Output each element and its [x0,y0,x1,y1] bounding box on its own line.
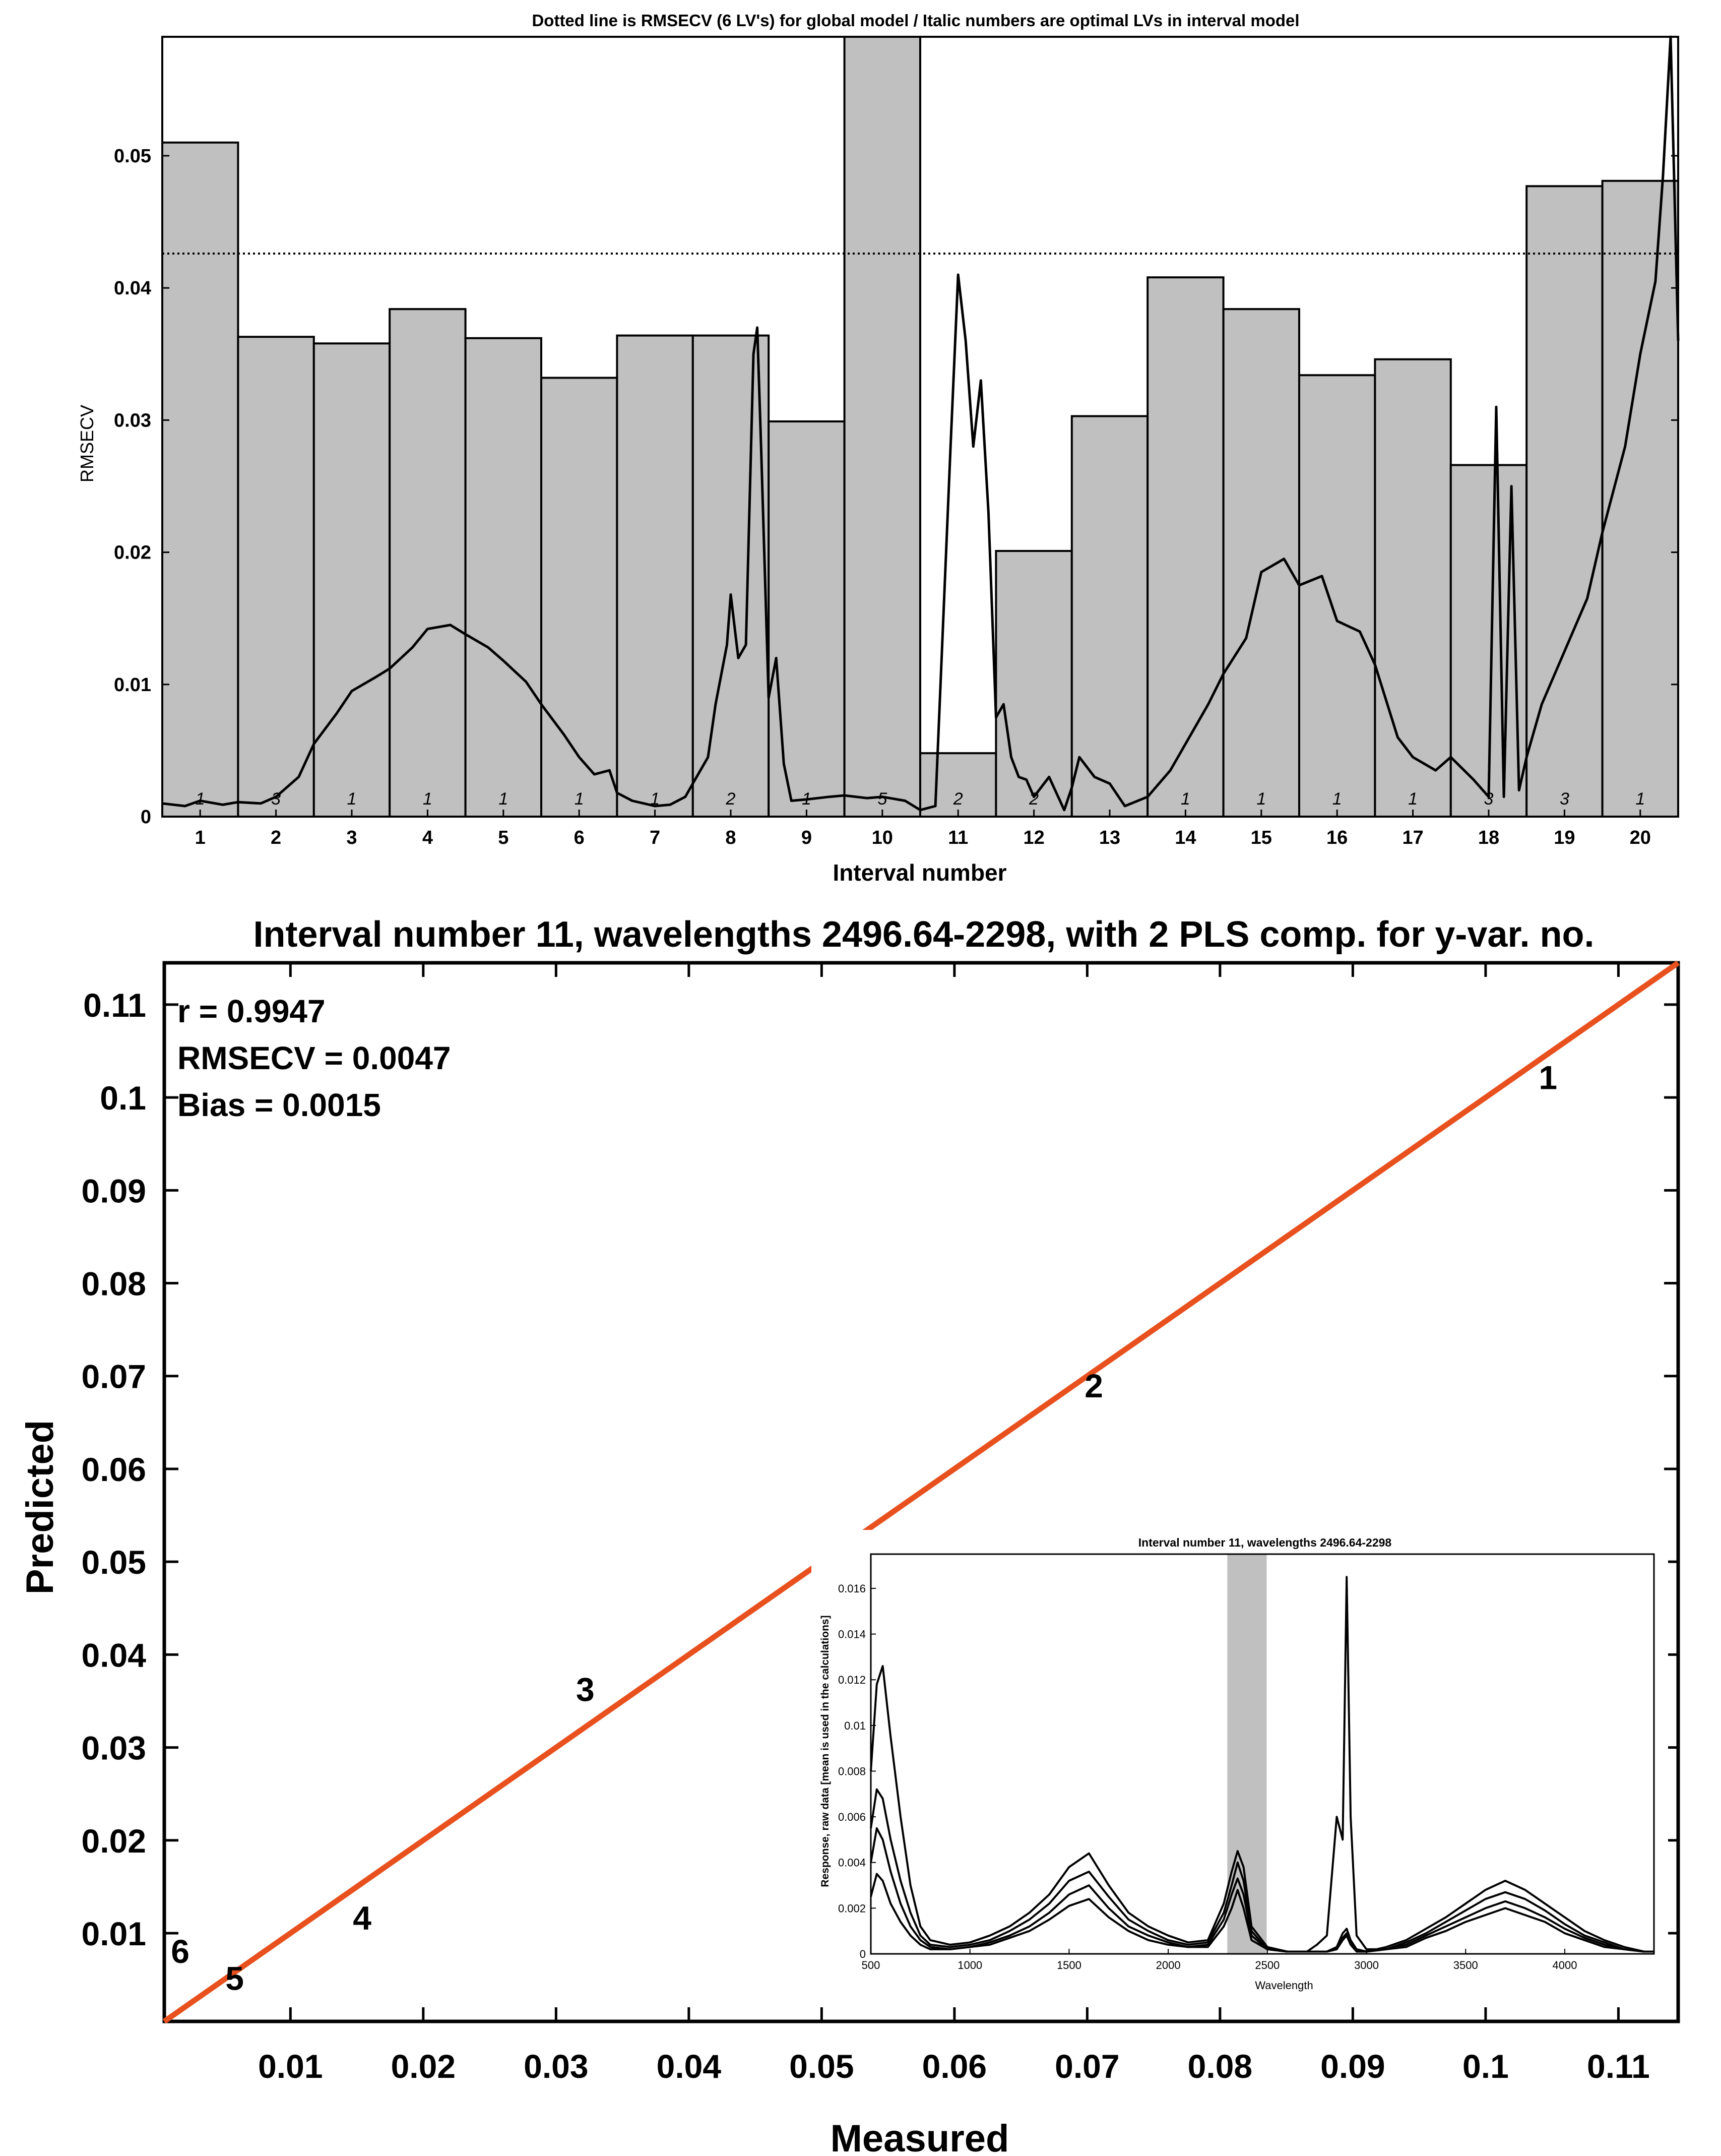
x-tick-label: 5 [498,827,509,848]
optimal-lv-label: 3 [1559,789,1569,809]
y-tick-label: 0.04 [114,278,151,299]
x-tick-label: 0.08 [1187,2048,1253,2085]
optimal-lv-label: 1 [1332,789,1342,809]
point-label: 3 [576,1671,595,1708]
inset-x-tick-label: 4000 [1552,1959,1577,1972]
x-tick-label: 12 [1023,827,1045,848]
y-tick-label: 0.02 [114,542,151,564]
x-tick-label: 19 [1554,827,1575,848]
x-tick-label: 14 [1175,827,1196,848]
optimal-lv-label: 2 [1029,789,1039,809]
x-tick-label: 0.02 [391,2048,456,2085]
inset-x-tick-label: 3000 [1354,1959,1379,1972]
y-tick-label: 0.08 [81,1265,146,1303]
x-tick-label: 0.01 [258,2048,323,2085]
optimal-lv-label: 1 [1180,789,1190,809]
stat-text: Bias = 0.0015 [177,1087,381,1123]
chart2-stats [177,993,451,1123]
inset-x-axis-label: Wavelength [1255,1979,1313,1992]
inset-y-tick-label: 0.002 [838,1902,866,1915]
y-tick-label: 0.07 [81,1358,146,1395]
optimal-lv-label: 1 [422,789,432,809]
y-tick-label: 0.03 [81,1729,146,1767]
y-tick-label: 0.05 [81,1544,146,1581]
y-tick-label: 0.06 [81,1450,146,1488]
rmsecv-bar [996,551,1071,817]
optimal-lv-label: 1 [650,789,660,809]
inset-y-tick-label: 0.008 [838,1765,866,1778]
inset-y-tick-label: 0.01 [844,1719,866,1732]
optimal-lv-label: 1 [498,789,508,809]
optimal-lv-label: 1 [1408,789,1418,809]
rmsecv-bar [1375,359,1450,817]
chart1-x-axis-label: Interval number [833,859,1007,886]
inset-y-tick-label: 0.014 [838,1628,866,1641]
x-tick-label: 1 [195,827,206,848]
rmsecv-bar [693,336,769,817]
x-tick-label: 0.04 [656,2048,722,2085]
x-tick-label: 15 [1250,827,1272,848]
inset-y-tick-label: 0.016 [838,1582,866,1595]
point-label: 2 [1085,1367,1103,1405]
x-tick-label: 0.1 [1462,2048,1509,2085]
chart2-title: Interval number 11, wavelengths 2496.64-2298, with 2 PLS comp. for y-var. no. [253,914,1595,955]
y-tick-label: 0.03 [114,410,151,432]
optimal-lv-label: 5 [877,789,887,809]
inset-y-axis-label: Response, raw data [mean is used in the calculations] [819,1615,831,1887]
rmsecv-bar [1224,309,1299,817]
y-tick-label: 0.01 [81,1915,146,1952]
optimal-lv-label: 1 [195,789,205,809]
rmsecv-bar [1072,416,1148,817]
rmsecv-bar [769,421,844,817]
inset-x-tick-label: 2000 [1156,1959,1181,1972]
x-tick-label: 18 [1478,827,1500,848]
inset-title: Interval number 11, wavelengths 2496.64-2298 [1138,1536,1392,1549]
y-tick-label: 0.11 [83,986,146,1024]
optimal-lv-label: 1 [347,789,357,809]
point-label: 5 [225,1959,244,1997]
inset-spectrum-chart [811,1530,1668,1999]
optimal-lv-label: 3 [1484,789,1494,809]
rmsecv-bar-chart [77,11,1678,886]
rmsecv-bar [845,37,920,817]
rmsecv-bar [1148,277,1223,817]
rmsecv-bar [466,338,541,817]
inset-y-tick-label: 0.004 [838,1856,866,1869]
x-tick-label: 10 [871,827,893,848]
x-tick-label: 17 [1402,827,1424,848]
chart1-y-axis-label: RMSECV [77,404,97,483]
inset-y-tick-label: 0.006 [838,1811,866,1824]
x-tick-label: 0.03 [524,2048,589,2085]
x-tick-label: 8 [725,827,736,848]
x-tick-label: 2 [271,827,282,848]
y-tick-label: 0.04 [81,1636,146,1674]
x-tick-label: 9 [801,827,812,848]
point-label: 1 [1539,1059,1558,1096]
x-tick-label: 0.11 [1587,2048,1650,2085]
x-tick-label: 13 [1099,827,1121,848]
rmsecv-bar [390,309,465,817]
rmsecv-bar [238,337,313,817]
rmsecv-bar [541,378,617,817]
y-tick-label: 0.05 [114,145,151,167]
optimal-lv-label: 2 [726,789,736,809]
stat-text: RMSECV = 0.0047 [177,1040,451,1076]
rmsecv-bar [162,143,238,817]
chart1-bars [162,37,1678,817]
inset-x-tick-label: 3500 [1453,1959,1478,1972]
x-tick-label: 20 [1629,827,1651,848]
optimal-lv-label: 1 [1256,789,1266,809]
x-tick-label: 11 [948,827,969,848]
x-tick-label: 0.07 [1055,2048,1120,2085]
point-label: 6 [171,1933,189,1970]
inset-x-tick-label: 1000 [958,1959,983,1972]
point-label: 4 [353,1899,371,1937]
inset-x-tick-label: 1500 [1056,1959,1081,1972]
y-tick-label: 0.09 [81,1172,146,1210]
x-tick-label: 6 [573,827,585,848]
chart2-y-axis-label: Predicted [19,1420,61,1595]
y-tick-label: 0.02 [81,1822,146,1860]
x-tick-label: 7 [650,827,661,848]
optimal-lv-label: 1 [1635,789,1645,809]
x-tick-label: 3 [346,827,357,848]
inset-x-tick-label: 500 [861,1959,880,1972]
stat-text: r = 0.9947 [177,993,326,1029]
rmsecv-bar [1299,375,1375,817]
optimal-lv-label: 2 [953,789,963,809]
y-tick-label: 0.01 [114,674,151,696]
rmsecv-bar [314,343,390,817]
inset-x-tick-label: 2500 [1255,1959,1280,1972]
chart1-title: Dotted line is RMSECV (6 LV's) for global model / Italic numbers are optimal LVs in interval model [532,11,1300,30]
y-tick-label: 0.1 [100,1079,146,1117]
rmsecv-bar [1603,181,1678,817]
optimal-lv-label: 1 [574,789,584,809]
x-tick-label: 16 [1326,827,1348,848]
x-tick-label: 0.05 [789,2048,854,2085]
inset-y-tick-label: 0 [859,1948,866,1960]
x-tick-label: 4 [422,827,433,848]
chart2-x-axis-label: Measured [830,2117,1009,2156]
y-tick-label: 0 [140,807,151,828]
optimal-lv-label: 1 [801,789,811,809]
x-tick-label: 0.06 [922,2048,987,2085]
x-tick-label: 0.09 [1320,2048,1385,2085]
optimal-lv-label: 3 [271,789,281,809]
rmsecv-bar [617,336,692,817]
inset-y-tick-label: 0.012 [838,1674,866,1687]
